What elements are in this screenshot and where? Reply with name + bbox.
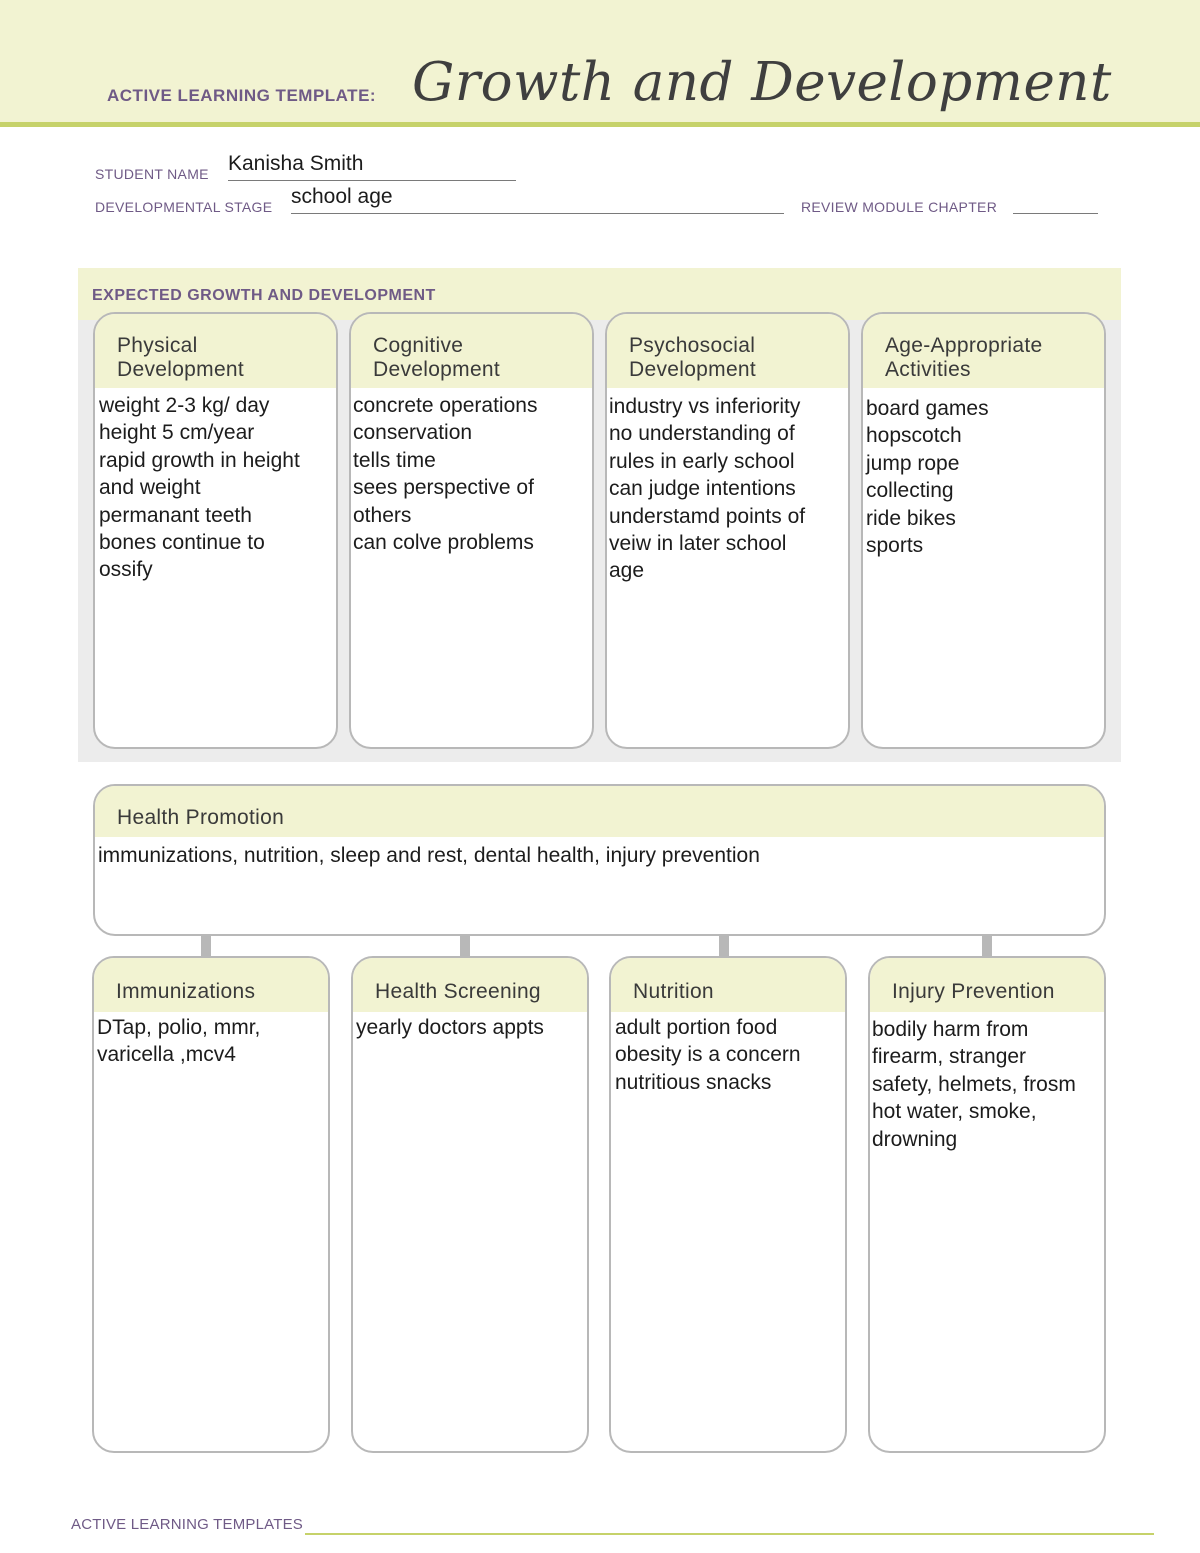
cognitive-development-text[interactable] — [353, 392, 537, 556]
list-item: yearly doctors appts — [356, 1016, 544, 1039]
age-appropriate-activities-box — [861, 312, 1106, 749]
footer-label: ACTIVE LEARNING TEMPLATES — [71, 1516, 303, 1533]
list-item: can judge intentions — [609, 477, 796, 501]
list-item: firearm, stranger — [872, 1045, 1027, 1069]
health-promotion-title: Health Promotion — [117, 806, 285, 829]
list-item: concrete operations — [353, 394, 538, 417]
list-item: tells time — [353, 448, 436, 472]
physical-development-box — [93, 312, 338, 749]
template-label: ACTIVE LEARNING TEMPLATE: — [107, 86, 377, 105]
footer-rule — [305, 1533, 1154, 1535]
list-item: industry vs inferiority — [609, 395, 801, 418]
injury-prevention-box — [868, 956, 1106, 1453]
expected-growth-heading: EXPECTED GROWTH AND DEVELOPMENT — [92, 287, 436, 304]
list-item: others — [353, 503, 412, 527]
list-item: sports — [866, 534, 924, 558]
list-item: nutritious snacks — [615, 1070, 772, 1094]
psychosocial-development-text[interactable] — [609, 393, 805, 585]
list-item: can colve problems — [353, 531, 534, 555]
developmental-stage-label: DEVELOPMENTAL STAGE — [95, 199, 273, 215]
list-item: obesity is a concern — [615, 1043, 801, 1067]
list-item: understamd points of — [609, 504, 806, 528]
health-screening-title: Health Screening — [375, 980, 541, 1003]
list-item: DTap, polio, mmr, — [97, 1016, 261, 1039]
physical-development-title: Physical Development — [117, 334, 245, 381]
list-item: rules in early school — [609, 449, 795, 473]
age-appropriate-activities-title: Age-Appropriate Activities — [885, 334, 1043, 381]
list-item: conservation — [353, 421, 473, 445]
list-item: sees perspective of — [353, 476, 534, 500]
cognitive-development-box — [349, 312, 594, 749]
list-item: ride bikes — [866, 506, 956, 530]
injury-prevention-text[interactable] — [872, 1016, 1076, 1153]
list-item: varicella ,mcv4 — [97, 1043, 236, 1067]
list-item: collecting — [866, 479, 954, 503]
psychosocial-development-box — [605, 312, 850, 749]
developmental-stage-line — [291, 213, 784, 214]
physical-development-text[interactable] — [99, 392, 300, 584]
list-item: adult portion food — [615, 1016, 778, 1039]
connector — [460, 934, 470, 958]
health-promotion-box — [93, 784, 1106, 936]
connector — [201, 934, 211, 958]
list-item: hopscotch — [866, 424, 962, 448]
immunizations-title: Immunizations — [116, 980, 256, 1003]
list-item: safety, helmets, frosm — [872, 1072, 1076, 1096]
immunizations-box — [92, 956, 330, 1453]
age-appropriate-activities-text[interactable] — [866, 395, 989, 559]
list-item: jump rope — [866, 451, 960, 475]
list-item: board games — [866, 397, 989, 420]
page-title: Growth and Development — [412, 52, 1112, 113]
health-screening-text[interactable] — [356, 1014, 544, 1041]
list-item: height 5 cm/year — [99, 421, 255, 445]
header-rule — [0, 122, 1200, 127]
list-item: bodily harm from — [872, 1018, 1029, 1041]
health-screening-box — [351, 956, 589, 1453]
developmental-stage-field[interactable]: school age — [291, 185, 393, 208]
cognitive-development-title: Cognitive Development — [373, 334, 501, 381]
health-promotion-text[interactable]: immunizations, nutrition, sleep and rest, dental health, injury prevention — [98, 844, 760, 867]
list-item: bones continue to — [99, 531, 265, 555]
nutrition-text[interactable] — [615, 1014, 801, 1096]
connector — [982, 934, 992, 958]
list-item: age — [609, 559, 645, 583]
review-module-line — [1013, 213, 1098, 214]
list-item: and weight — [99, 476, 201, 500]
injury-prevention-title: Injury Prevention — [892, 980, 1055, 1003]
nutrition-box — [609, 956, 847, 1453]
student-name-label: STUDENT NAME — [95, 166, 209, 182]
list-item: permanant teeth — [99, 503, 252, 527]
list-item: rapid growth in height — [99, 448, 300, 472]
psychosocial-development-title: Psychosocial Development — [629, 334, 757, 381]
list-item: no understanding of — [609, 422, 795, 446]
student-name-field[interactable]: Kanisha Smith — [228, 152, 364, 175]
immunizations-text[interactable] — [97, 1014, 260, 1069]
review-module-label: REVIEW MODULE CHAPTER — [801, 199, 998, 215]
student-name-line — [228, 180, 516, 181]
connector — [719, 934, 729, 958]
list-item: ossify — [99, 558, 153, 582]
nutrition-title: Nutrition — [633, 980, 714, 1003]
list-item: weight 2-3 kg/ day — [99, 394, 270, 417]
list-item: drowning — [872, 1127, 958, 1151]
list-item: veiw in later school — [609, 532, 787, 556]
list-item: hot water, smoke, — [872, 1100, 1037, 1124]
